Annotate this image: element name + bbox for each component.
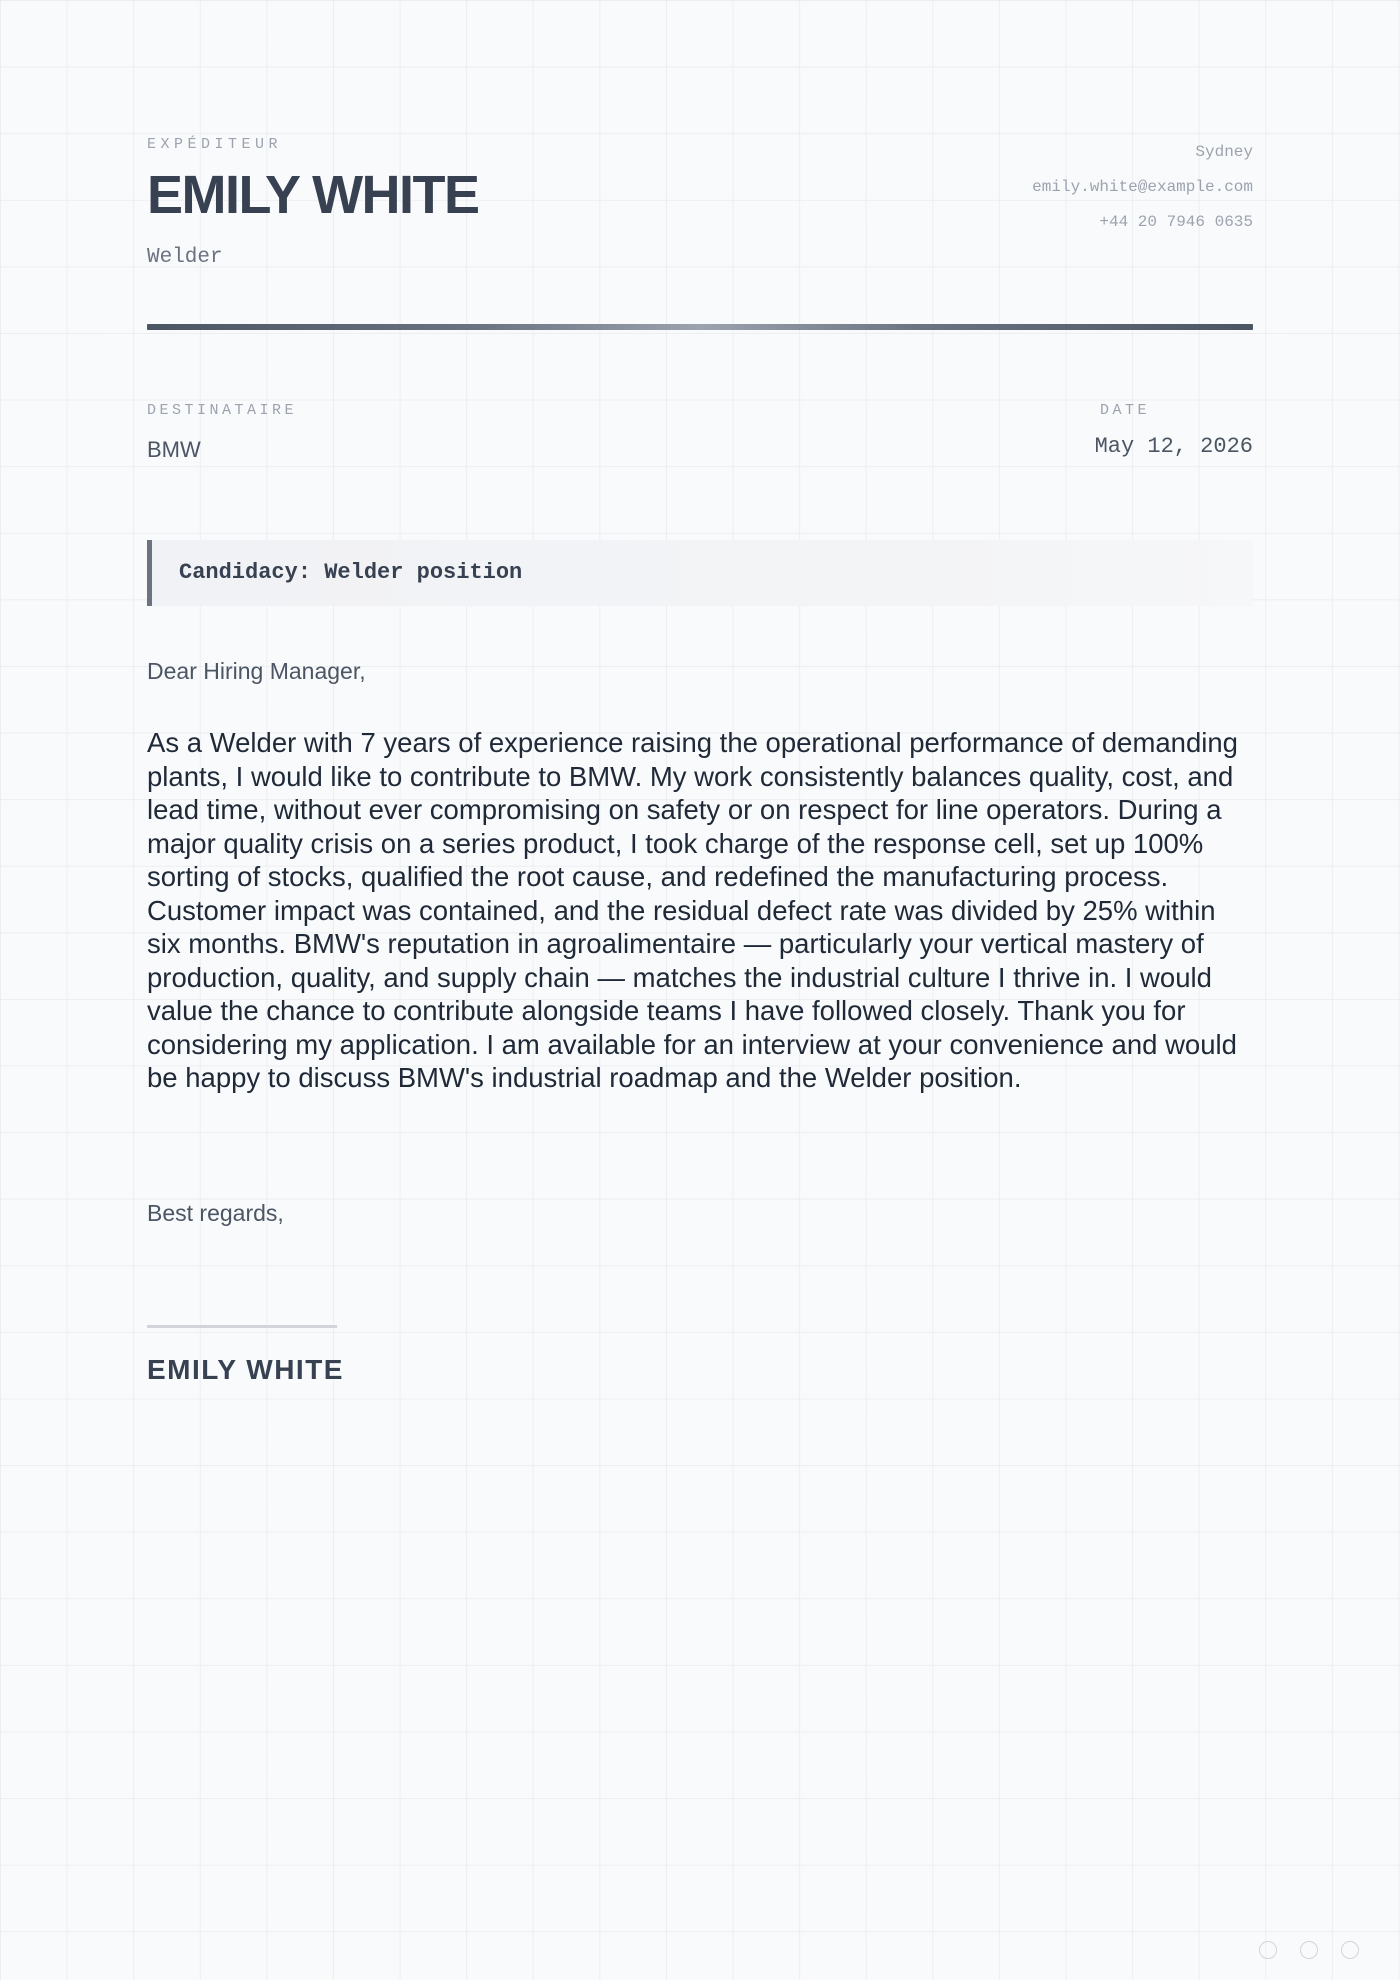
contact-city: Sydney <box>1195 143 1253 161</box>
date-value: May 12, 2026 <box>1094 434 1253 459</box>
contact-block <box>1032 140 1253 245</box>
page-dot-icon[interactable] <box>1341 1941 1359 1959</box>
recipient-name: BMW <box>147 437 201 462</box>
letter-page <box>147 0 1253 1980</box>
closing: Best regards, <box>147 1200 284 1226</box>
contact-email[interactable]: emily.white@example.com <box>1032 178 1253 196</box>
page-dot-icon[interactable] <box>1300 1941 1318 1959</box>
page-dot-icon[interactable] <box>1259 1941 1277 1959</box>
header-divider <box>147 324 1253 330</box>
date-label: DATE <box>1100 402 1151 419</box>
subject-text: Candidacy: Welder position <box>179 560 523 585</box>
letter-header <box>147 136 1253 276</box>
signature-divider <box>147 1325 337 1328</box>
contact-phone[interactable]: +44 20 7946 0635 <box>1099 213 1253 231</box>
sender-label: EXPÉDITEUR <box>147 136 283 153</box>
sender-name: EMILY WHITE <box>147 165 479 225</box>
recipient-label: DESTINATAIRE <box>147 402 298 419</box>
letter-body: As a Welder with 7 years of experience raising the operational performance of demanding plants, I would like to contribute to BMW. My work consistently balances quality, cost, and lead time, without ever compromising on safety or on respect for line operators. During a major quality crisis on a series product, I took charge of the response cell, set up 100% sorting of stocks, qualified the root cause, and redefined the manufacturing process. Customer impact was contained, and the residual defect rate was divided by 25% within six months. BMW's reputation in agroalimentaire — particularly your vertical mastery of production, quality, and supply chain — matches the industrial culture I thrive in. I would value the chance to contribute alongside teams I have followed closely. Thank you for considering my application. I am available for an interview at your convenience and would be happy to discuss BMW's industrial roadmap and the Welder position. <box>147 727 1238 1093</box>
sender-role: Welder <box>147 246 223 269</box>
subject-box <box>147 540 1253 606</box>
signature-name: EMILY WHITE <box>147 1354 344 1385</box>
salutation: Dear Hiring Manager, <box>147 658 366 684</box>
